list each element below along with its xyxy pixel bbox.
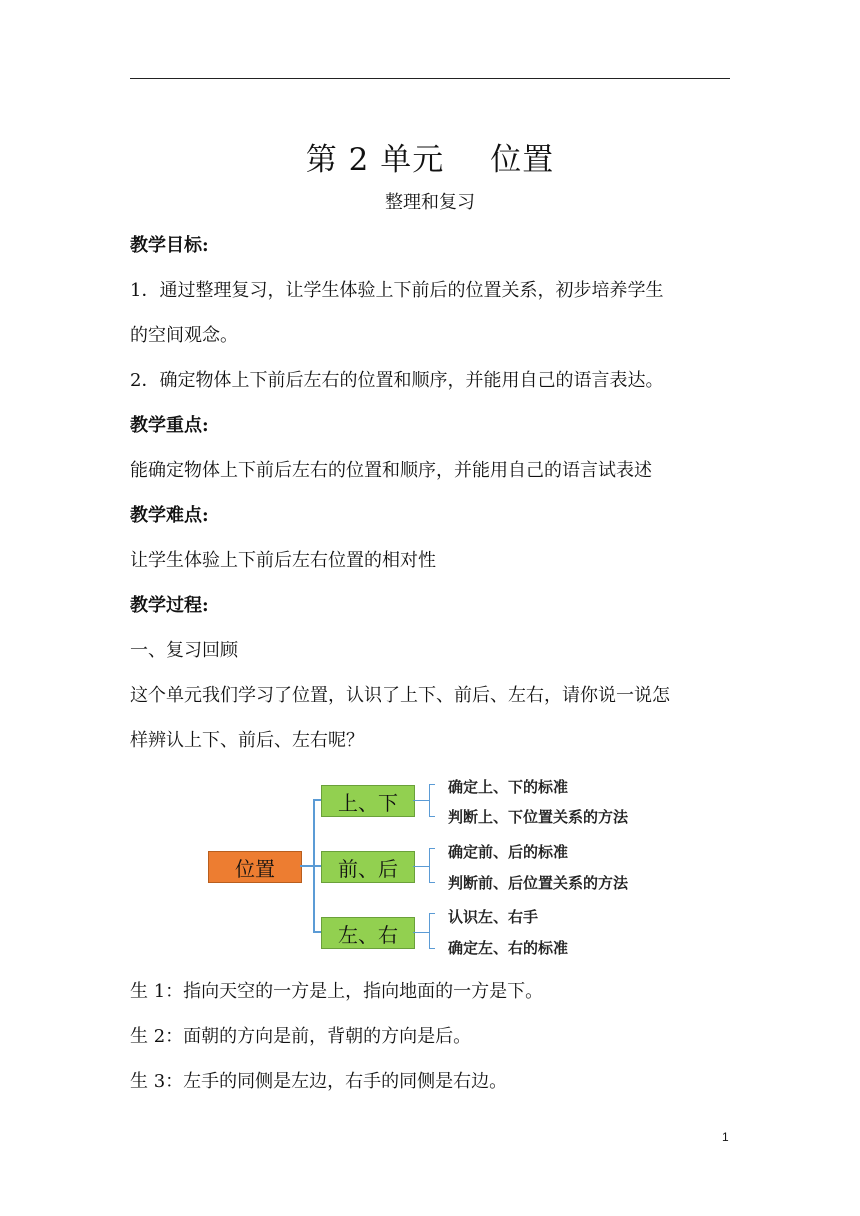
bracket-stem-3 <box>413 932 429 933</box>
review-heading: 一、复习回顾 <box>130 640 238 661</box>
mindmap-leaf: 确定上、下的标准 <box>448 778 569 796</box>
header-rule <box>130 78 730 79</box>
key-heading: 教学重点: <box>130 415 209 436</box>
mindmap-leaf: 判断前、后位置关系的方法 <box>448 874 629 892</box>
goal-2: 2．确定物体上下前后左右的位置和顺序，并能用自己的语言表达。 <box>130 370 664 391</box>
bracket-1 <box>429 784 430 817</box>
key-text: 能确定物体上下前后左右的位置和顺序，并能用自己的语言试表述 <box>130 460 652 481</box>
process-heading: 教学过程: <box>130 595 209 616</box>
mindmap-leaf: 确定前、后的标准 <box>448 843 569 861</box>
connector-root <box>300 865 314 867</box>
review-line-1: 这个单元我们学习了位置，认识了上下、前后、左右，请你说一说怎 <box>130 685 670 706</box>
mindmap-leaf: 认识左、右手 <box>448 908 539 926</box>
goal-1-line-1: 1．通过整理复习，让学生体验上下前后的位置关系，初步培养学生 <box>130 280 664 301</box>
bracket-stem-2 <box>413 866 429 867</box>
mindmap-leaf: 判断上、下位置关系的方法 <box>448 808 629 826</box>
mindmap-branch-leftright: 左、右 <box>321 917 415 949</box>
connector-branch-3 <box>313 931 321 933</box>
page-title <box>0 134 860 179</box>
bracket-1-bottom <box>429 816 435 817</box>
goals-heading: 教学目标: <box>130 235 209 256</box>
mindmap-branch-frontback: 前、后 <box>321 851 415 883</box>
student-answer-1: 生 1：指向天空的一方是上，指向地面的一方是下。 <box>130 981 544 1002</box>
student-answer-2: 生 2：面朝的方向是前，背朝的方向是后。 <box>130 1026 472 1047</box>
bracket-3-top <box>429 913 435 914</box>
difficult-text: 让学生体验上下前后左右位置的相对性 <box>130 550 436 571</box>
connector-branch-2 <box>313 865 321 867</box>
goal-1-line-2: 的空间观念。 <box>130 325 238 346</box>
connector-branch-1 <box>313 799 321 801</box>
difficult-heading: 教学难点: <box>130 505 209 526</box>
title-unit: 第 2 单元 <box>305 142 445 178</box>
bracket-stem-1 <box>413 800 429 801</box>
bracket-3 <box>429 913 430 949</box>
bracket-2-bottom <box>429 882 435 883</box>
student-answer-3: 生 3：左手的同侧是左边，右手的同侧是右边。 <box>130 1071 508 1092</box>
title-topic: 位置 <box>490 142 555 178</box>
mindmap-branch-updown: 上、下 <box>321 785 415 817</box>
review-line-2: 样辨认上下、前后、左右呢？ <box>130 730 364 751</box>
bracket-2-top <box>429 848 435 849</box>
page-number: 1 <box>722 1130 729 1144</box>
bracket-3-bottom <box>429 948 435 949</box>
page-subtitle: 整理和复习 <box>385 192 475 213</box>
mindmap-root: 位置 <box>208 851 302 883</box>
mindmap-leaf: 确定左、右的标准 <box>448 939 569 957</box>
bracket-2 <box>429 848 430 883</box>
bracket-1-top <box>429 784 435 785</box>
